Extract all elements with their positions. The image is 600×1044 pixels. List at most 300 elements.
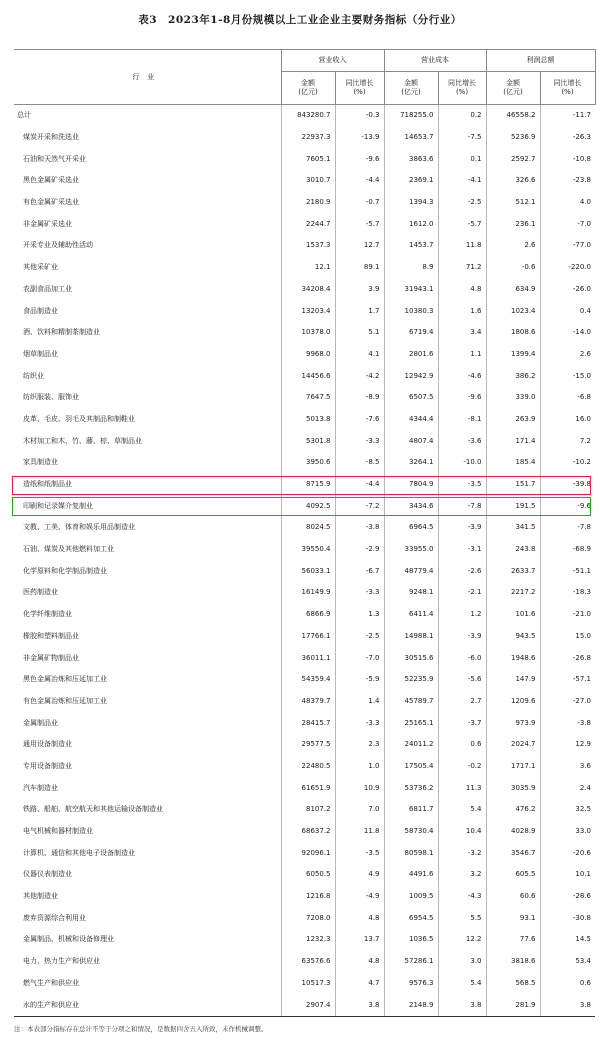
cost-growth: -3.2 [438,842,486,864]
profit-growth: -23.8 [572,176,591,185]
profit-amount: 77.6 [486,929,540,951]
revenue-amount: 9968.0 [281,344,335,366]
profit-growth: 33.0 [575,827,591,836]
cost-growth: 12.2 [438,929,486,951]
industry-name: 其他采矿业 [14,257,281,279]
revenue-growth: -5.7 [335,213,384,235]
industry-name: 计算机、通信和其他电子设备制造业 [14,842,281,864]
cost-growth: -2.6 [438,560,486,582]
revenue-growth: 3.9 [335,279,384,301]
cost-amount: 3434.6 [384,495,438,517]
cost-amount: 10380.3 [384,300,438,322]
industry-name: 通用设备制造业 [14,734,281,756]
revenue-amount: 6050.5 [281,864,335,886]
profit-growth: -28.6 [572,892,591,901]
revenue-growth: 3.8 [335,994,384,1016]
table-row [14,365,595,387]
profit-amount: 243.8 [486,539,540,561]
revenue-amount: 61651.9 [281,777,335,799]
industry-name: 燃气生产和供应业 [14,973,281,995]
industry-name: 有色金属冶炼和压延加工业 [14,691,281,713]
industry-name: 开采专业及辅助性活动 [14,235,281,257]
profit-amount: 1948.6 [486,647,540,669]
revenue-growth: -13.9 [335,127,384,149]
revenue-amount: 63576.6 [281,951,335,973]
cost-growth: -7.8 [438,495,486,517]
revenue-amount: 13203.4 [281,300,335,322]
cost-amount: 6719.4 [384,322,438,344]
header-growth: 同比增长 (%) [540,72,595,105]
profit-amount: 236.1 [486,213,540,235]
profit-growth: 10.1 [575,870,591,879]
profit-amount: 151.7 [486,474,540,496]
profit-amount: 1808.6 [486,322,540,344]
revenue-growth: 10.9 [335,777,384,799]
revenue-amount: 1537.3 [281,235,335,257]
table-row [14,279,595,301]
profit-growth: -27.0 [572,696,591,705]
revenue-amount: 14456.6 [281,365,335,387]
table-row [14,669,595,691]
industry-name: 非金属矿物制品业 [14,647,281,669]
table-row [14,430,595,452]
profit-growth: -26.0 [572,284,591,293]
table-row [14,344,595,366]
cost-amount: 7804.9 [384,474,438,496]
profit-amount: 326.6 [486,170,540,192]
industry-name: 家具制造业 [14,452,281,474]
profit-growth: 7.2 [579,436,591,445]
profit-growth: -30.8 [572,913,591,922]
profit-amount: 339.0 [486,387,540,409]
cost-growth: -9.6 [438,387,486,409]
revenue-growth: -8.9 [335,387,384,409]
cost-growth: -4.6 [438,365,486,387]
cost-amount: 4491.6 [384,864,438,886]
profit-growth: -14.0 [572,328,591,337]
table-row [14,322,595,344]
profit-amount: 605.5 [486,864,540,886]
profit-growth: -7.0 [577,219,591,228]
profit-amount: 386.2 [486,365,540,387]
table-row [14,734,595,756]
revenue-amount: 5301.8 [281,430,335,452]
profit-growth: -15.0 [572,371,591,380]
revenue-amount: 10517.3 [281,973,335,995]
cost-growth: -3.9 [438,626,486,648]
cost-amount: 9576.3 [384,973,438,995]
cost-growth: -6.0 [438,647,486,669]
table-row [14,712,595,734]
cost-amount: 1009.5 [384,886,438,908]
cost-growth: 0.1 [438,148,486,170]
revenue-amount: 7605.1 [281,148,335,170]
table-row [14,604,595,626]
financial-table-container [14,49,595,1017]
profit-growth: 16.0 [575,414,591,423]
cost-amount: 17505.4 [384,756,438,778]
revenue-amount: 3010.7 [281,170,335,192]
industry-name: 化学原料和化学制品制造业 [14,560,281,582]
cost-growth: 4.8 [438,279,486,301]
revenue-growth: -2.9 [335,539,384,561]
profit-growth: -20.6 [572,848,591,857]
table-row [14,257,595,279]
table-header [14,50,595,105]
cost-growth: -3.9 [438,517,486,539]
revenue-growth: -9.6 [335,148,384,170]
revenue-growth: 1.0 [335,756,384,778]
revenue-growth: 4.1 [335,344,384,366]
industry-name: 医药制造业 [14,582,281,604]
profit-growth: -68.9 [572,545,591,554]
cost-amount: 4807.4 [384,430,438,452]
revenue-growth: -7.6 [335,409,384,431]
revenue-amount: 843280.7 [281,105,335,127]
cost-growth: 3.2 [438,864,486,886]
table-row [14,387,595,409]
table-row [14,105,595,127]
header-amount: 金额 (亿元) [384,72,438,105]
profit-growth: 53.4 [575,957,591,966]
revenue-amount: 17766.1 [281,626,335,648]
cost-growth: -3.1 [438,539,486,561]
table-row [14,300,595,322]
revenue-growth: 4.8 [335,907,384,929]
cost-growth: 2.7 [438,691,486,713]
table-title: 表3 2023年1-8月份规模以上工业企业主要财务指标（分行业） [138,14,462,26]
cost-amount: 6411.4 [384,604,438,626]
revenue-amount: 8024.5 [281,517,335,539]
profit-amount: 281.9 [486,994,540,1016]
revenue-amount: 48379.7 [281,691,335,713]
profit-amount: 973.9 [486,712,540,734]
table-row [14,495,595,517]
cost-amount: 8.9 [384,257,438,279]
header-industry: 行业 [14,50,281,105]
revenue-amount: 7647.5 [281,387,335,409]
cost-amount: 4344.4 [384,409,438,431]
industry-name: 木材加工和木、竹、藤、棕、草制品业 [14,430,281,452]
revenue-growth: -0.7 [335,192,384,214]
cost-growth: 0.2 [438,105,486,127]
revenue-growth: -3.3 [335,430,384,452]
revenue-growth: -7.2 [335,495,384,517]
profit-growth: -26.8 [572,653,591,662]
revenue-amount: 1216.8 [281,886,335,908]
profit-growth: -21.0 [572,610,591,619]
industry-name: 其他制造业 [14,886,281,908]
industry-name: 农副食品加工业 [14,279,281,301]
industry-name: 煤炭开采和洗选业 [14,127,281,149]
revenue-growth: 11.8 [335,821,384,843]
profit-amount: 3035.9 [486,777,540,799]
cost-growth: -4.3 [438,886,486,908]
cost-amount: 14653.7 [384,127,438,149]
profit-amount: 185.4 [486,452,540,474]
profit-amount: -0.6 [486,257,540,279]
cost-amount: 80598.1 [384,842,438,864]
profit-growth: 0.4 [579,306,591,315]
cost-amount: 1036.5 [384,929,438,951]
cost-growth: 10.4 [438,821,486,843]
revenue-amount: 22480.5 [281,756,335,778]
cost-growth: -3.7 [438,712,486,734]
cost-amount: 31943.1 [384,279,438,301]
revenue-growth: 4.9 [335,864,384,886]
revenue-growth: 13.7 [335,929,384,951]
revenue-amount: 10378.0 [281,322,335,344]
profit-amount: 341.5 [486,517,540,539]
footnote: 注：本表部分指标存在总计不等于分项之和情况，是数据四舍五入所致，未作机械调整。 [14,1025,268,1033]
profit-growth: 4.0 [579,198,591,207]
cost-amount: 2148.9 [384,994,438,1016]
profit-amount: 5236.9 [486,127,540,149]
profit-amount: 2.6 [486,235,540,257]
cost-amount: 1394.3 [384,192,438,214]
cost-amount: 52235.9 [384,669,438,691]
industry-name: 橡胶和塑料制品业 [14,626,281,648]
profit-growth: 2.6 [579,349,591,358]
revenue-amount: 6866.9 [281,604,335,626]
profit-growth: -57.1 [572,675,591,684]
profit-growth: -77.0 [572,241,591,250]
profit-amount: 943.5 [486,626,540,648]
profit-growth: -3.8 [577,718,591,727]
profit-amount: 1209.6 [486,691,540,713]
revenue-amount: 2244.7 [281,213,335,235]
industry-name: 造纸和纸制品业 [14,474,281,496]
revenue-amount: 7208.0 [281,907,335,929]
cost-amount: 58730.4 [384,821,438,843]
table-row [14,821,595,843]
revenue-growth: -6.7 [335,560,384,582]
table-row [14,582,595,604]
cost-growth: 0.6 [438,734,486,756]
profit-amount: 1399.4 [486,344,540,366]
industry-name: 酒、饮料和精制茶制造业 [14,322,281,344]
table-row [14,842,595,864]
industry-name: 石油、煤炭及其他燃料加工业 [14,539,281,561]
industry-name: 有色金属矿采选业 [14,192,281,214]
revenue-amount: 2180.9 [281,192,335,214]
industry-name: 水的生产和供应业 [14,994,281,1016]
cost-growth: 1.6 [438,300,486,322]
industry-name: 金属制品、机械和设备修理业 [14,929,281,951]
profit-growth: 15.0 [575,631,591,640]
table-row [14,647,595,669]
cost-amount: 6964.5 [384,517,438,539]
revenue-growth: -8.5 [335,452,384,474]
profit-amount: 147.9 [486,669,540,691]
cost-amount: 1612.0 [384,213,438,235]
cost-growth: -2.1 [438,582,486,604]
revenue-amount: 8715.9 [281,474,335,496]
table-row [14,886,595,908]
table-row [14,907,595,929]
profit-amount: 3818.6 [486,951,540,973]
profit-amount: 263.9 [486,409,540,431]
profit-amount: 191.5 [486,495,540,517]
cost-growth: 5.4 [438,799,486,821]
cost-amount: 6954.5 [384,907,438,929]
cost-amount: 24011.2 [384,734,438,756]
profit-growth: -10.2 [572,458,591,467]
cost-amount: 53736.2 [384,777,438,799]
cost-growth: 71.2 [438,257,486,279]
table-body [14,105,595,1017]
revenue-growth: -0.3 [335,105,384,127]
profit-growth: -6.8 [577,393,591,402]
profit-amount: 2592.7 [486,148,540,170]
cost-growth: -5.6 [438,669,486,691]
revenue-amount: 12.1 [281,257,335,279]
revenue-amount: 5013.8 [281,409,335,431]
cost-growth: 3.0 [438,951,486,973]
revenue-amount: 16149.9 [281,582,335,604]
cost-amount: 1453.7 [384,235,438,257]
revenue-growth: 1.7 [335,300,384,322]
profit-amount: 476.2 [486,799,540,821]
industry-name: 仪器仪表制造业 [14,864,281,886]
revenue-growth: -3.5 [335,842,384,864]
revenue-growth: 2.3 [335,734,384,756]
revenue-amount: 34208.4 [281,279,335,301]
revenue-amount: 29577.5 [281,734,335,756]
profit-amount: 1717.1 [486,756,540,778]
revenue-growth: 4.7 [335,973,384,995]
industry-name: 化学纤维制造业 [14,604,281,626]
header-revenue: 营业收入 [281,50,384,72]
cost-amount: 30515.6 [384,647,438,669]
table-row [14,127,595,149]
profit-growth: -26.3 [572,133,591,142]
table-row [14,951,595,973]
table-row [14,517,595,539]
cost-amount: 2369.1 [384,170,438,192]
profit-growth: 32.5 [575,805,591,814]
profit-growth: -39.8 [572,480,591,489]
profit-amount: 2217.2 [486,582,540,604]
table-row [14,192,595,214]
profit-amount: 46558.2 [486,105,540,127]
revenue-growth: -7.0 [335,647,384,669]
industry-name: 烟草制品业 [14,344,281,366]
revenue-amount: 68637.2 [281,821,335,843]
table-row [14,474,595,496]
cost-growth: -2.5 [438,192,486,214]
revenue-amount: 1232.3 [281,929,335,951]
revenue-growth: -4.4 [335,474,384,496]
industry-name: 文教、工美、体育和娱乐用品制造业 [14,517,281,539]
cost-amount: 3264.1 [384,452,438,474]
revenue-amount: 92096.1 [281,842,335,864]
revenue-amount: 36011.1 [281,647,335,669]
financial-indicators-table [14,49,596,1017]
header-growth: 同比增长 (%) [438,72,486,105]
cost-amount: 6507.5 [384,387,438,409]
cost-amount: 3863.6 [384,148,438,170]
cost-growth: 5.4 [438,973,486,995]
industry-name: 皮革、毛皮、羽毛及其制品和制鞋业 [14,409,281,431]
profit-growth: 3.6 [579,761,591,770]
industry-name: 总计 [14,105,281,127]
table-row [14,929,595,951]
profit-amount: 634.9 [486,279,540,301]
table-row [14,691,595,713]
cost-growth: -4.1 [438,170,486,192]
revenue-growth: -4.9 [335,886,384,908]
cost-amount: 33955.0 [384,539,438,561]
profit-amount: 3546.7 [486,842,540,864]
industry-name: 专用设备制造业 [14,756,281,778]
industry-name: 黑色金属矿采选业 [14,170,281,192]
revenue-growth: -3.3 [335,712,384,734]
revenue-growth: 1.4 [335,691,384,713]
profit-amount: 2024.7 [486,734,540,756]
revenue-growth: -2.5 [335,626,384,648]
revenue-amount: 54359.4 [281,669,335,691]
cost-amount: 12942.9 [384,365,438,387]
cost-amount: 718255.0 [384,105,438,127]
profit-growth: -10.8 [572,154,591,163]
industry-name: 金属制品业 [14,712,281,734]
table-row [14,864,595,886]
revenue-growth: 7.0 [335,799,384,821]
profit-amount: 4028.9 [486,821,540,843]
cost-amount: 45789.7 [384,691,438,713]
profit-growth: -11.7 [572,111,591,120]
table-row [14,994,595,1016]
profit-amount: 2633.7 [486,560,540,582]
revenue-growth: 5.1 [335,322,384,344]
profit-growth: -51.1 [572,566,591,575]
profit-amount: 93.1 [486,907,540,929]
revenue-growth: 89.1 [335,257,384,279]
profit-amount: 60.6 [486,886,540,908]
revenue-amount: 22937.3 [281,127,335,149]
cost-growth: -5.7 [438,213,486,235]
revenue-amount: 28415.7 [281,712,335,734]
table-row [14,452,595,474]
header-amount: 金额 (亿元) [281,72,335,105]
cost-growth: 3.4 [438,322,486,344]
profit-amount: 568.5 [486,973,540,995]
industry-name: 电力、热力生产和供应业 [14,951,281,973]
header-amount: 金额 (亿元) [486,72,540,105]
table-row [14,756,595,778]
revenue-growth: -4.4 [335,170,384,192]
table-row [14,409,595,431]
cost-growth: -10.0 [438,452,486,474]
profit-amount: 512.1 [486,192,540,214]
revenue-growth: -3.8 [335,517,384,539]
table-row [14,213,595,235]
table-row [14,235,595,257]
cost-amount: 57286.1 [384,951,438,973]
revenue-amount: 39550.4 [281,539,335,561]
profit-growth: 3.8 [540,994,595,1016]
revenue-amount: 4092.5 [281,495,335,517]
profit-growth: -220.0 [568,263,591,272]
revenue-growth: 12.7 [335,235,384,257]
profit-amount: 171.4 [486,430,540,452]
header-profit: 利润总额 [486,50,595,72]
table-row [14,170,595,192]
cost-growth: 1.1 [438,344,486,366]
cost-growth: -0.2 [438,756,486,778]
cost-growth: -8.1 [438,409,486,431]
